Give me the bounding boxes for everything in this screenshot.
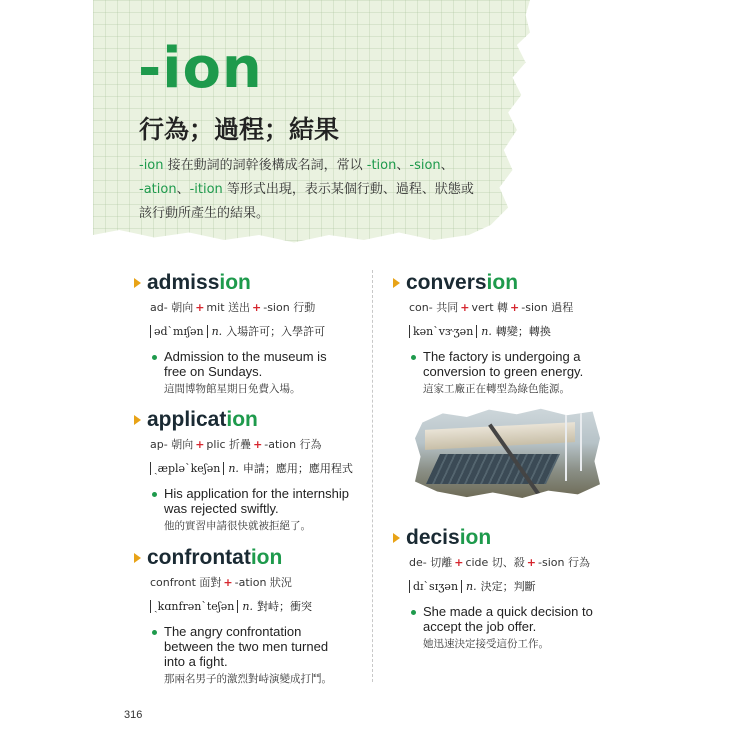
plus-icon: + <box>195 438 205 451</box>
headword-stem: convers <box>406 271 487 294</box>
headword-stem: decis <box>406 526 460 549</box>
column-divider <box>372 270 373 682</box>
morphology <box>150 299 364 315</box>
part-of-speech: n. <box>466 580 477 593</box>
pronunciation-line <box>150 460 364 476</box>
ipa: kənˋvɝʒən <box>409 325 477 338</box>
plus-icon: + <box>195 301 205 314</box>
plus-icon: + <box>454 556 464 569</box>
morph-part: -ation 行為 <box>264 438 322 451</box>
intro-segment: -ation <box>139 182 177 197</box>
morph-part: con- 共同 <box>409 301 459 314</box>
intro-segment: -ition <box>189 182 223 197</box>
photo-wind-turbine <box>565 411 567 481</box>
entry-decision <box>393 526 623 651</box>
example-english: She made a quick decision to accept the job offer. <box>423 604 593 634</box>
plus-icon: + <box>526 556 537 569</box>
morph-part: ap- 朝向 <box>150 438 194 451</box>
example-english: Admission to the museum is free on Sundays. <box>164 349 327 379</box>
ipa: ˏæpləˋkeʃən <box>150 462 224 475</box>
bullet-dot-icon <box>152 355 157 360</box>
entry-confrontation <box>134 546 364 686</box>
intro-segment: 接在動詞的詞幹後構成名詞，常以 <box>163 158 367 173</box>
example <box>152 486 364 533</box>
bullet-dot-icon <box>152 492 157 497</box>
intro-segment: 、 <box>440 158 454 173</box>
pronunciation-line <box>150 323 364 339</box>
example-chinese: 她迅速決定接受這份工作。 <box>423 638 549 650</box>
solar-factory-photo <box>415 406 600 498</box>
example-english: His application for the internship was rejected swiftly. <box>164 486 349 516</box>
part-of-speech: n. <box>481 325 492 338</box>
part-of-speech: n. <box>242 600 253 613</box>
example <box>152 624 364 686</box>
morph-part: -sion 行動 <box>263 301 316 314</box>
morphology <box>150 574 364 590</box>
headword-suffix: ion <box>459 526 492 549</box>
example-chinese: 那兩名男子的激烈對峙演變成打鬥。 <box>164 673 332 685</box>
definition: 轉變；轉換 <box>495 325 551 338</box>
morph-part: plic 折疊 <box>206 438 252 451</box>
headword <box>134 546 364 570</box>
headword <box>134 408 364 432</box>
headword <box>134 271 364 295</box>
intro-segment: -sion <box>409 158 441 173</box>
headword-suffix: ion <box>226 408 258 431</box>
triangle-bullet-icon <box>134 278 141 288</box>
example-chinese: 這間博物館星期日免費入場。 <box>164 383 301 395</box>
intro-segment: 、 <box>396 158 410 173</box>
definition: 入場許可；入學許可 <box>226 325 326 338</box>
morph-part: -sion 行為 <box>538 556 590 569</box>
pronunciation-line <box>150 598 364 614</box>
morph-part: de- 切離 <box>409 556 453 569</box>
triangle-bullet-icon <box>134 415 141 425</box>
morph-part: -ation 狀況 <box>234 576 292 589</box>
example-chinese: 這家工廠正在轉型為綠色能源。 <box>423 383 570 395</box>
headword-stem: applicat <box>147 408 227 431</box>
entry-admission <box>134 271 364 396</box>
plus-icon: + <box>510 301 520 314</box>
ipa: ədˋmɪʃən <box>150 325 208 338</box>
definition: 對峙；衝突 <box>256 600 312 613</box>
ipa: dɪˋsɪʒən <box>409 580 462 593</box>
headword-suffix: ion <box>219 271 251 294</box>
triangle-bullet-icon <box>134 553 141 563</box>
page-number: 316 <box>124 709 143 721</box>
ipa: ˏkɑnfrənˋteʃən <box>150 600 238 613</box>
intro-segment: 、 <box>176 182 190 197</box>
example <box>152 349 364 396</box>
example-chinese: 他的實習申請很快就被拒絕了。 <box>164 520 311 532</box>
entry-conversion <box>393 271 623 396</box>
morphology <box>150 436 364 452</box>
morph-part: vert 轉 <box>471 301 509 314</box>
headword-stem: confrontat <box>147 546 251 569</box>
pronunciation-line <box>409 578 623 594</box>
suffix-title: -ion <box>138 36 263 101</box>
headword-stem: admiss <box>147 271 220 294</box>
intro-segment: 等形式出現，表示某個行動、過程、狀態或該行動所產生的結果。 <box>139 182 474 221</box>
definition: 申請；應用；應用程式 <box>242 462 353 475</box>
plus-icon: + <box>460 301 470 314</box>
headword-suffix: ion <box>486 271 519 294</box>
headword <box>393 271 623 295</box>
example <box>411 349 623 396</box>
pronunciation-line <box>409 323 623 339</box>
morphology <box>409 299 623 315</box>
morph-part: cide 切、殺 <box>465 556 525 569</box>
example <box>411 604 623 651</box>
triangle-bullet-icon <box>393 533 400 543</box>
example-english: The angry confrontation between the two men turned into a fight. <box>164 624 329 669</box>
morphology <box>409 554 623 570</box>
morph-part: confront 面對 <box>150 576 222 589</box>
intro-segment: -tion <box>366 158 397 173</box>
photo-wind-turbine <box>580 411 582 471</box>
bullet-dot-icon <box>152 630 157 635</box>
morph-part: mit 送出 <box>206 301 251 314</box>
morph-part: ad- 朝向 <box>150 301 194 314</box>
definition: 決定；判斷 <box>480 580 536 593</box>
bullet-dot-icon <box>411 610 416 615</box>
example-english: The factory is undergoing a conversion to green energy. <box>423 349 584 379</box>
headword-suffix: ion <box>250 546 283 569</box>
suffix-meaning: 行為；過程；結果 <box>139 115 340 144</box>
part-of-speech: n. <box>211 325 223 338</box>
plus-icon: + <box>223 576 233 589</box>
intro-paragraph <box>139 154 479 226</box>
plus-icon: + <box>253 438 263 451</box>
bullet-dot-icon <box>411 355 416 360</box>
triangle-bullet-icon <box>393 278 400 288</box>
entry-application <box>134 408 364 533</box>
part-of-speech: n. <box>228 462 239 475</box>
plus-icon: + <box>252 301 262 314</box>
morph-part: -sion 過程 <box>521 301 574 314</box>
intro-segment: -ion <box>139 158 164 173</box>
photo-solar-panels <box>426 454 560 484</box>
headword <box>393 526 623 550</box>
